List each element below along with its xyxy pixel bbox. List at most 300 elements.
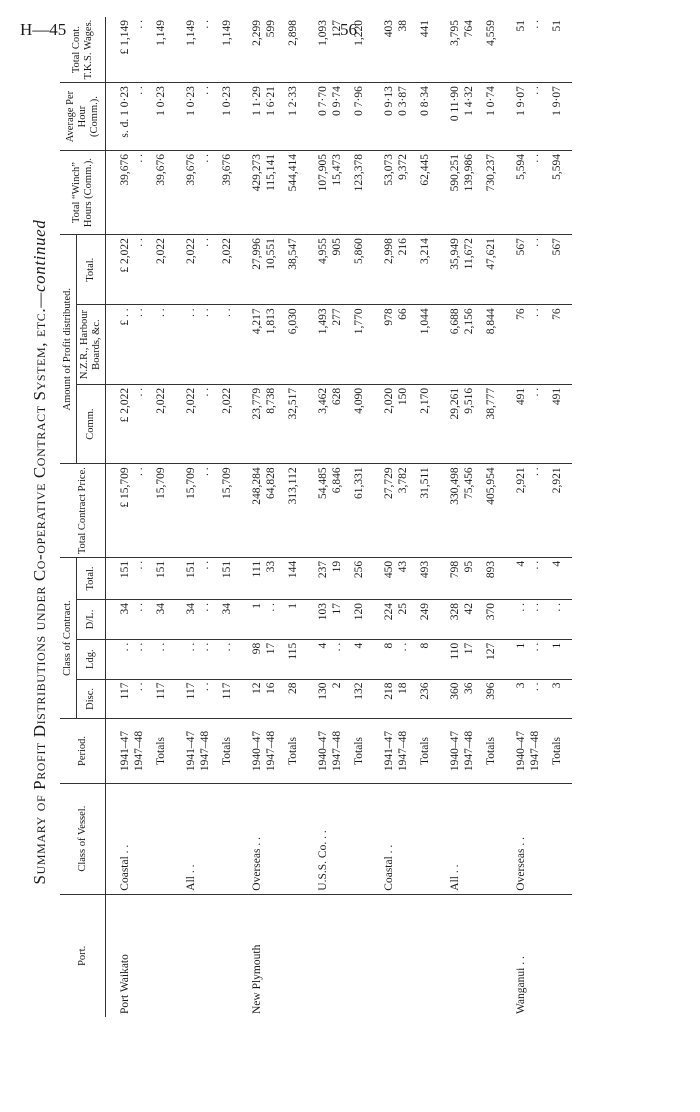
table-title-continued: —continued — [30, 219, 49, 308]
cell-contract-price: 2,921 — [506, 464, 528, 558]
totals-row — [410, 17, 440, 1017]
cell-ldg: . . — [198, 639, 212, 679]
cell-dl: . . — [542, 600, 572, 640]
col-class-of-contract: Class of Contract. — [60, 557, 77, 718]
cell-winch-hours: 139,986 — [462, 150, 476, 234]
cell-contract-price: 3,782 — [396, 464, 410, 558]
cell-winch-hours: 15,473 — [330, 150, 344, 234]
cell-dl: . . — [528, 600, 542, 640]
table-row — [440, 17, 462, 1017]
cell-dl: . . — [506, 600, 528, 640]
cell-average-per-hour: 1 0·23 — [146, 83, 176, 151]
table-title-main: Summary of Profit Distributions under Co-operative Contract System, etc. — [30, 307, 49, 885]
cell-class-of-vessel — [396, 783, 410, 894]
cell-contract-total: 43 — [396, 557, 410, 599]
cell-dl: 34 — [146, 600, 176, 640]
cell-wages: . . — [132, 17, 146, 83]
cell-profit-total: 567 — [506, 235, 528, 305]
cell-contract-price: 248,284 — [242, 464, 264, 558]
cell-contract-price: 6,846 — [330, 464, 344, 558]
col-period: Period. — [60, 719, 106, 783]
cell-wages: £ 1,149 — [106, 17, 133, 83]
cell-nzr-harbour: 1,493 — [308, 305, 330, 385]
cell-period: 1947–48 — [264, 719, 278, 783]
cell-average-per-hour: 1 6·21 — [264, 83, 278, 151]
cell-comm: £ 2,022 — [106, 384, 133, 464]
cell-winch-hours: 39,676 — [146, 150, 176, 234]
cell-contract-total: 450 — [374, 557, 396, 599]
cell-wages: 599 — [264, 17, 278, 83]
cell-disc: 18 — [396, 679, 410, 719]
cell-comm: 2,022 — [146, 384, 176, 464]
cell-average-per-hour: 1 0·23 — [176, 83, 198, 151]
cell-contract-total: 19 — [330, 557, 344, 599]
cell-disc: . . — [132, 679, 146, 719]
cell-average-per-hour: . . — [198, 83, 212, 151]
table-row — [106, 17, 133, 1017]
cell-nzr-harbour: 4,217 — [242, 305, 264, 385]
cell-nzr-harbour: . . — [176, 305, 198, 385]
cell-profit-total: 4,955 — [308, 235, 330, 305]
col-disc: Disc. — [77, 679, 106, 719]
cell-profit-total: 35,949 — [440, 235, 462, 305]
table-row — [308, 17, 330, 1017]
cell-ldg: 98 — [242, 639, 264, 679]
cell-ldg: 115 — [278, 639, 308, 679]
cell-contract-total: 151 — [106, 557, 133, 599]
cell-class-of-vessel — [462, 783, 476, 894]
cell-class-of-vessel — [344, 783, 374, 894]
cell-average-per-hour: 0 7·96 — [344, 83, 374, 151]
cell-dl: . . — [132, 600, 146, 640]
cell-ldg: 17 — [462, 639, 476, 679]
cell-contract-price: 405,954 — [476, 464, 506, 558]
cell-port — [278, 894, 308, 1017]
cell-winch-hours: 544,414 — [278, 150, 308, 234]
cell-average-per-hour: 0 9·74 — [330, 83, 344, 151]
table-row — [242, 17, 264, 1017]
cell-port — [410, 894, 440, 1017]
cell-class-of-vessel — [476, 783, 506, 894]
cell-profit-total: 2,022 — [146, 235, 176, 305]
cell-average-per-hour: 0 9·13 — [374, 83, 396, 151]
cell-port: Wanganui . . — [515, 956, 527, 1014]
cell-winch-hours: 9,372 — [396, 150, 410, 234]
cell-profit-total: 47,621 — [476, 235, 506, 305]
cell-wages: 2,299 — [242, 17, 264, 83]
cell-port — [330, 894, 344, 1017]
cell-nzr-harbour: . . — [146, 305, 176, 385]
cell-dl: 34 — [212, 600, 242, 640]
cell-comm: 4,090 — [344, 384, 374, 464]
cell-period: 1940–47 — [308, 719, 330, 783]
profit-distribution-table — [60, 17, 572, 1017]
cell-comm: 2,022 — [212, 384, 242, 464]
cell-port — [212, 894, 242, 1017]
cell-profit-total: 5,860 — [344, 235, 374, 305]
cell-disc: 130 — [308, 679, 330, 719]
cell-dl: 249 — [410, 600, 440, 640]
cell-wages: 441 — [410, 17, 440, 83]
cell-disc: . . — [528, 679, 542, 719]
cell-contract-total: 151 — [176, 557, 198, 599]
col-dl: D/L. — [77, 600, 106, 640]
cell-nzr-harbour: 66 — [396, 305, 410, 385]
page-header-left: H—45 — [20, 20, 67, 39]
table-row — [264, 17, 278, 1017]
cell-profit-total: 10,551 — [264, 235, 278, 305]
cell-comm: . . — [198, 384, 212, 464]
totals-row — [542, 17, 572, 1017]
cell-average-per-hour: . . — [528, 83, 542, 151]
cell-profit-total: 2,022 — [176, 235, 198, 305]
cell-ldg: 4 — [308, 639, 330, 679]
cell-ldg: . . — [528, 639, 542, 679]
cell-wages: 51 — [542, 17, 572, 83]
cell-disc: 117 — [212, 679, 242, 719]
cell-period: 1940–47 — [440, 719, 462, 783]
cell-contract-total: 144 — [278, 557, 308, 599]
cell-average-per-hour: 1 2·33 — [278, 83, 308, 151]
cell-profit-total: . . — [528, 235, 542, 305]
cell-class-of-vessel — [132, 783, 146, 894]
cell-wages: . . — [198, 17, 212, 83]
col-profit-distributed: Amount of Profit distributed. — [60, 235, 77, 464]
cell-disc: 2 — [330, 679, 344, 719]
cell-dl: 1 — [278, 600, 308, 640]
col-contract-total: Total. — [77, 557, 106, 599]
cell-period: 1947–48 — [330, 719, 344, 783]
cell-contract-price: 15,709 — [212, 464, 242, 558]
cell-average-per-hour: 1 4·32 — [462, 83, 476, 151]
page-number: 56 — [340, 20, 357, 39]
cell-ldg: 1 — [506, 639, 528, 679]
cell-nzr-harbour: 1,044 — [410, 305, 440, 385]
cell-port — [528, 894, 542, 1017]
cell-wages: 764 — [462, 17, 476, 83]
cell-port: New Plymouth — [251, 944, 263, 1014]
cell-dl: 328 — [440, 600, 462, 640]
cell-winch-hours: 53,073 — [374, 150, 396, 234]
cell-port — [176, 894, 198, 1017]
col-ldg: Ldg. — [77, 639, 106, 679]
cell-ldg: 127 — [476, 639, 506, 679]
cell-contract-total: 4 — [506, 557, 528, 599]
cell-contract-price: 31,511 — [410, 464, 440, 558]
cell-profit-total: 11,672 — [462, 235, 476, 305]
cell-average-per-hour: 0 11·90 — [440, 83, 462, 151]
cell-contract-total: . . — [132, 557, 146, 599]
cell-profit-total: 38,547 — [278, 235, 308, 305]
cell-contract-price: 54,485 — [308, 464, 330, 558]
cell-winch-hours: 429,273 — [242, 150, 264, 234]
totals-row — [344, 17, 374, 1017]
cell-nzr-harbour: 76 — [506, 305, 528, 385]
cell-average-per-hour: 1 0·23 — [212, 83, 242, 151]
cell-comm: 2,022 — [176, 384, 198, 464]
cell-class-of-vessel — [212, 783, 242, 894]
col-class-of-vessel: Class of Vessel. — [60, 783, 106, 894]
cell-period: Totals — [476, 719, 506, 783]
cell-contract-total: 151 — [146, 557, 176, 599]
cell-ldg: . . — [330, 639, 344, 679]
cell-contract-price: 15,709 — [176, 464, 198, 558]
cell-contract-price: 27,729 — [374, 464, 396, 558]
cell-average-per-hour: 1 0·74 — [476, 83, 506, 151]
cell-profit-total: 2,998 — [374, 235, 396, 305]
totals-row — [476, 17, 506, 1017]
cell-winch-hours: 107,905 — [308, 150, 330, 234]
col-total-contract-price: Total Contract Price. — [60, 464, 106, 558]
cell-class-of-vessel — [410, 783, 440, 894]
cell-class-of-vessel: Coastal . . — [374, 783, 396, 894]
cell-average-per-hour: 1 9·07 — [542, 83, 572, 151]
cell-period: Totals — [278, 719, 308, 783]
cell-ldg: 8 — [374, 639, 396, 679]
cell-port — [476, 894, 506, 1017]
cell-comm: . . — [132, 384, 146, 464]
cell-disc: 360 — [440, 679, 462, 719]
cell-nzr-harbour: 978 — [374, 305, 396, 385]
table-title — [30, 52, 50, 1052]
cell-profit-total: 3,214 — [410, 235, 440, 305]
cell-dl: 1 — [242, 600, 264, 640]
cell-ldg: 1 — [542, 639, 572, 679]
cell-disc: 218 — [374, 679, 396, 719]
col-profit-total: Total. — [77, 235, 106, 305]
cell-contract-total: 4 — [542, 557, 572, 599]
cell-average-per-hour: 1 1·29 — [242, 83, 264, 151]
cell-contract-price: . . — [198, 464, 212, 558]
table-row — [374, 17, 396, 1017]
cell-nzr-harbour: 1,770 — [344, 305, 374, 385]
cell-nzr-harbour: 6,030 — [278, 305, 308, 385]
cell-class-of-vessel: Coastal . . — [106, 783, 133, 894]
cell-winch-hours: . . — [528, 150, 542, 234]
cell-port — [542, 894, 572, 1017]
cell-average-per-hour: s. d. 1 0·23 — [106, 83, 133, 151]
cell-class-of-vessel — [542, 783, 572, 894]
cell-dl: 224 — [374, 600, 396, 640]
cell-period: 1947–48 — [132, 719, 146, 783]
cell-period: 1941–47 — [176, 719, 198, 783]
cell-dl: . . — [198, 600, 212, 640]
cell-port — [344, 894, 374, 1017]
cell-ldg: 17 — [264, 639, 278, 679]
cell-comm: 491 — [542, 384, 572, 464]
table-row — [330, 17, 344, 1017]
table-row — [396, 17, 410, 1017]
cell-disc: 117 — [146, 679, 176, 719]
cell-port — [374, 894, 396, 1017]
cell-nzr-harbour: 1,813 — [264, 305, 278, 385]
cell-profit-total: . . — [198, 235, 212, 305]
cell-contract-price: . . — [132, 464, 146, 558]
cell-contract-price: . . — [528, 464, 542, 558]
cell-contract-total: 33 — [264, 557, 278, 599]
cell-comm: 150 — [396, 384, 410, 464]
cell-contract-total: 493 — [410, 557, 440, 599]
cell-contract-total: 893 — [476, 557, 506, 599]
cell-ldg: . . — [176, 639, 198, 679]
cell-nzr-harbour: . . — [132, 305, 146, 385]
cell-wages: 1,220 — [344, 17, 374, 83]
cell-profit-total: 216 — [396, 235, 410, 305]
cell-nzr-harbour: 8,844 — [476, 305, 506, 385]
cell-port — [146, 894, 176, 1017]
cell-nzr-harbour: . . — [198, 305, 212, 385]
cell-average-per-hour: 0 7·70 — [308, 83, 330, 151]
cell-period: 1947–48 — [198, 719, 212, 783]
cell-ldg: . . — [106, 639, 133, 679]
cell-ldg: . . — [132, 639, 146, 679]
cell-class-of-vessel: All . . — [440, 783, 462, 894]
cell-comm: 8,738 — [264, 384, 278, 464]
cell-contract-total: 111 — [242, 557, 264, 599]
cell-winch-hours: 5,594 — [542, 150, 572, 234]
cell-nzr-harbour: 277 — [330, 305, 344, 385]
cell-average-per-hour: 0 8·34 — [410, 83, 440, 151]
cell-winch-hours: . . — [132, 150, 146, 234]
cell-dl: 17 — [330, 600, 344, 640]
col-nzr-harbour: N.Z.R., Harbour Boards, &c. — [77, 305, 106, 385]
cell-contract-price: 75,456 — [462, 464, 476, 558]
cell-contract-total: 95 — [462, 557, 476, 599]
cell-disc: 236 — [410, 679, 440, 719]
cell-wages: . . — [528, 17, 542, 83]
cell-winch-hours: 62,445 — [410, 150, 440, 234]
cell-winch-hours: 115,141 — [264, 150, 278, 234]
table-row — [132, 17, 146, 1017]
cell-disc: 12 — [242, 679, 264, 719]
cell-port — [462, 894, 476, 1017]
cell-contract-price: 313,112 — [278, 464, 308, 558]
table-row — [462, 17, 476, 1017]
totals-row — [212, 17, 242, 1017]
cell-period: 1940–47 — [506, 719, 528, 783]
cell-comm: 2,170 — [410, 384, 440, 464]
cell-disc: 3 — [542, 679, 572, 719]
cell-dl: 370 — [476, 600, 506, 640]
cell-nzr-harbour: 6,688 — [440, 305, 462, 385]
cell-ldg: 4 — [344, 639, 374, 679]
cell-dl: 34 — [176, 600, 198, 640]
cell-class-of-vessel: Overseas . . — [242, 783, 264, 894]
cell-contract-price: £ 15,709 — [106, 464, 133, 558]
cell-wages: 2,898 — [278, 17, 308, 83]
cell-wages: 38 — [396, 17, 410, 83]
cell-dl: 25 — [396, 600, 410, 640]
col-winch-hours: Total “Winch” Hours (Comm.). — [60, 150, 106, 234]
totals-row — [278, 17, 308, 1017]
cell-wages: 4,559 — [476, 17, 506, 83]
cell-dl: 120 — [344, 600, 374, 640]
cell-contract-total: . . — [528, 557, 542, 599]
cell-comm: 628 — [330, 384, 344, 464]
cell-ldg: 8 — [410, 639, 440, 679]
cell-disc: . . — [198, 679, 212, 719]
cell-wages: 1,093 — [308, 17, 330, 83]
cell-contract-price: 330,498 — [440, 464, 462, 558]
cell-ldg: . . — [396, 639, 410, 679]
cell-wages: 127 — [330, 17, 344, 83]
col-comm: Comm. — [77, 384, 106, 464]
cell-period: 1941–47 — [374, 719, 396, 783]
cell-disc: 28 — [278, 679, 308, 719]
cell-class-of-vessel — [146, 783, 176, 894]
cell-port — [264, 894, 278, 1017]
table-row — [528, 17, 542, 1017]
cell-nzr-harbour: . . — [212, 305, 242, 385]
cell-profit-total: 567 — [542, 235, 572, 305]
cell-period: 1941–47 — [106, 719, 133, 783]
cell-disc: 396 — [476, 679, 506, 719]
col-average-per-hour: Average Per Hour (Comm.). — [60, 83, 106, 151]
cell-wages: 403 — [374, 17, 396, 83]
cell-comm: 2,020 — [374, 384, 396, 464]
cell-comm: . . — [528, 384, 542, 464]
cell-class-of-vessel — [198, 783, 212, 894]
cell-winch-hours: . . — [198, 150, 212, 234]
cell-disc: 36 — [462, 679, 476, 719]
cell-wages: 1,149 — [146, 17, 176, 83]
cell-nzr-harbour: . . — [528, 305, 542, 385]
cell-profit-total: £ 2,022 — [106, 235, 133, 305]
cell-contract-price: 61,331 — [344, 464, 374, 558]
cell-average-per-hour: 0 3·87 — [396, 83, 410, 151]
cell-wages: 51 — [506, 17, 528, 83]
cell-nzr-harbour: 76 — [542, 305, 572, 385]
cell-winch-hours: 39,676 — [176, 150, 198, 234]
cell-port — [440, 894, 462, 1017]
cell-period: Totals — [542, 719, 572, 783]
cell-contract-total: 256 — [344, 557, 374, 599]
cell-period: 1947–48 — [396, 719, 410, 783]
cell-profit-total: 27,996 — [242, 235, 264, 305]
cell-contract-price: 2,921 — [542, 464, 572, 558]
cell-dl: . . — [264, 600, 278, 640]
cell-average-per-hour: . . — [132, 83, 146, 151]
cell-profit-total: . . — [132, 235, 146, 305]
cell-period: 1947–48 — [528, 719, 542, 783]
cell-class-of-vessel: U.S.S. Co. . . — [308, 783, 330, 894]
cell-class-of-vessel: Overseas . . — [506, 783, 528, 894]
cell-contract-total: . . — [198, 557, 212, 599]
cell-class-of-vessel — [528, 783, 542, 894]
cell-dl: 42 — [462, 600, 476, 640]
cell-contract-price: 15,709 — [146, 464, 176, 558]
cell-contract-total: 151 — [212, 557, 242, 599]
cell-comm: 9,516 — [462, 384, 476, 464]
cell-wages: 1,149 — [212, 17, 242, 83]
col-port: Port. — [60, 894, 106, 1017]
cell-comm: 3,462 — [308, 384, 330, 464]
cell-port: Port Waikato — [119, 954, 131, 1014]
cell-contract-price: 64,828 — [264, 464, 278, 558]
cell-disc: 117 — [106, 679, 133, 719]
cell-comm: 32,517 — [278, 384, 308, 464]
cell-port — [198, 894, 212, 1017]
cell-winch-hours: 730,237 — [476, 150, 506, 234]
cell-period: Totals — [410, 719, 440, 783]
cell-contract-total: 798 — [440, 557, 462, 599]
cell-comm: 491 — [506, 384, 528, 464]
cell-port — [308, 894, 330, 1017]
cell-class-of-vessel — [278, 783, 308, 894]
cell-average-per-hour: 1 9·07 — [506, 83, 528, 151]
table-row — [506, 17, 528, 1017]
cell-class-of-vessel — [330, 783, 344, 894]
